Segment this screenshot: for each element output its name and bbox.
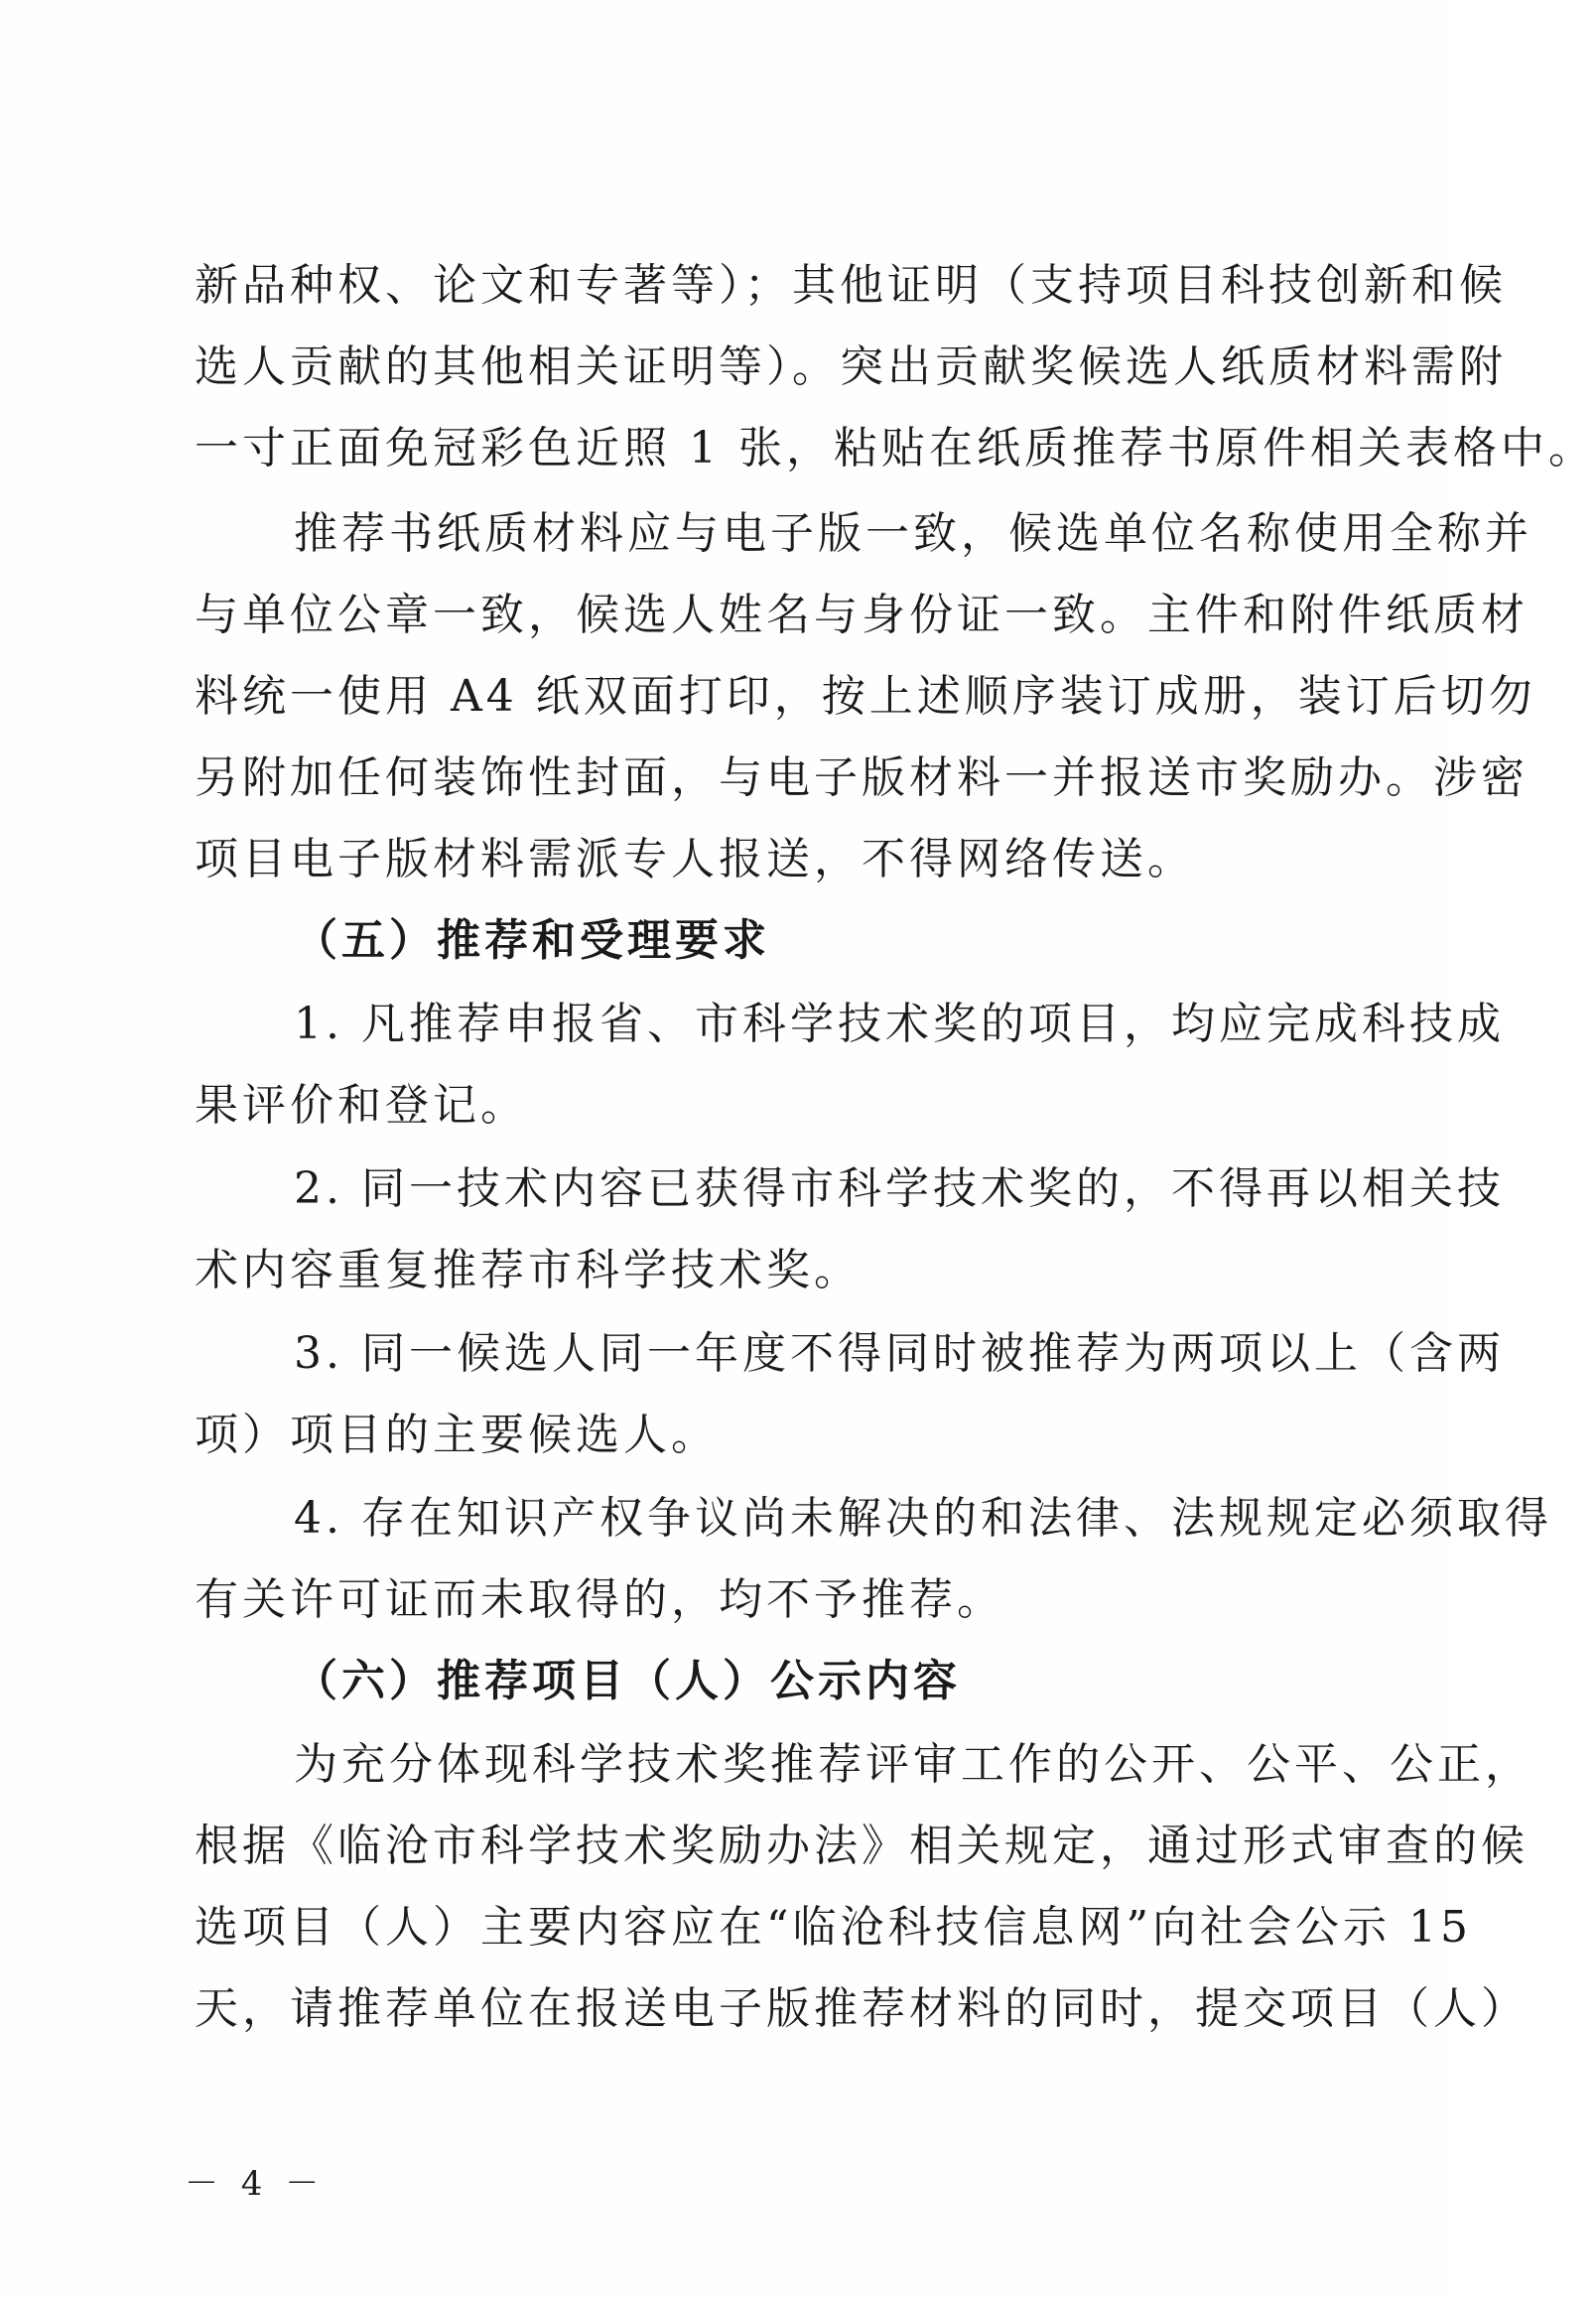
body-text-line: 另附加任何装饰性封面，与电子版材料一并报送市奖励办。涉密 bbox=[195, 752, 1529, 803]
body-text-line: 天，请推荐单位在报送电子版推荐材料的同时，提交项目（人） bbox=[195, 1983, 1529, 2034]
list-item-line: 1. 凡推荐申报省、市科学技术奖的项目，均应完成科技成 bbox=[294, 999, 1505, 1049]
body-text-line: 推荐书纸质材料应与电子版一致，候选单位名称使用全称并 bbox=[294, 508, 1532, 559]
body-text-line: 与单位公章一致，候选人姓名与身份证一致。主件和附件纸质材 bbox=[195, 590, 1529, 640]
list-item-line: 2. 同一技术内容已获得市科学技术奖的，不得再以相关技 bbox=[294, 1163, 1505, 1214]
page-number: － 4 － bbox=[185, 2164, 326, 2204]
list-item-line: 4. 存在知识产权争议尚未解决的和法律、法规规定必须取得 bbox=[294, 1493, 1552, 1544]
section-heading: （六）推荐项目（人）公示内容 bbox=[294, 1656, 961, 1706]
body-text-line: 项目电子版材料需派专人报送，不得网络传送。 bbox=[195, 834, 1195, 884]
list-item-line: 3. 同一候选人同一年度不得同时被推荐为两项以上（含两 bbox=[294, 1328, 1505, 1379]
body-text-line: 选人贡献的其他相关证明等）。突出贡献奖候选人纸质材料需附 bbox=[195, 341, 1507, 392]
body-text-line: 选项目（人）主要内容应在“临沧科技信息网”向社会公示 15 bbox=[195, 1902, 1472, 1953]
body-text-line: 根据《临沧市科学技术奖励办法》相关规定，通过形式审查的候 bbox=[195, 1821, 1529, 1871]
list-item-line: 有关许可证而未取得的，均不予推荐。 bbox=[195, 1574, 1004, 1625]
body-text-line: 料统一使用 A4 纸双面打印，按上述顺序装订成册，装订后切勿 bbox=[195, 671, 1536, 722]
section-heading: （五）推荐和受理要求 bbox=[294, 915, 770, 966]
list-item-line: 术内容重复推荐市科学技术奖。 bbox=[195, 1245, 862, 1295]
body-text-line: 为充分体现科学技术奖推荐评审工作的公开、公平、公正， bbox=[294, 1739, 1532, 1790]
list-item-line: 项）项目的主要候选人。 bbox=[195, 1410, 719, 1460]
list-item-line: 果评价和登记。 bbox=[195, 1080, 528, 1131]
body-text-line: 新品种权、论文和专著等）；其他证明（支持项目科技创新和候 bbox=[195, 260, 1507, 311]
body-text-line: 一寸正面免冠彩色近照 1 张，粘贴在纸质推荐书原件相关表格中。 bbox=[195, 423, 1596, 474]
